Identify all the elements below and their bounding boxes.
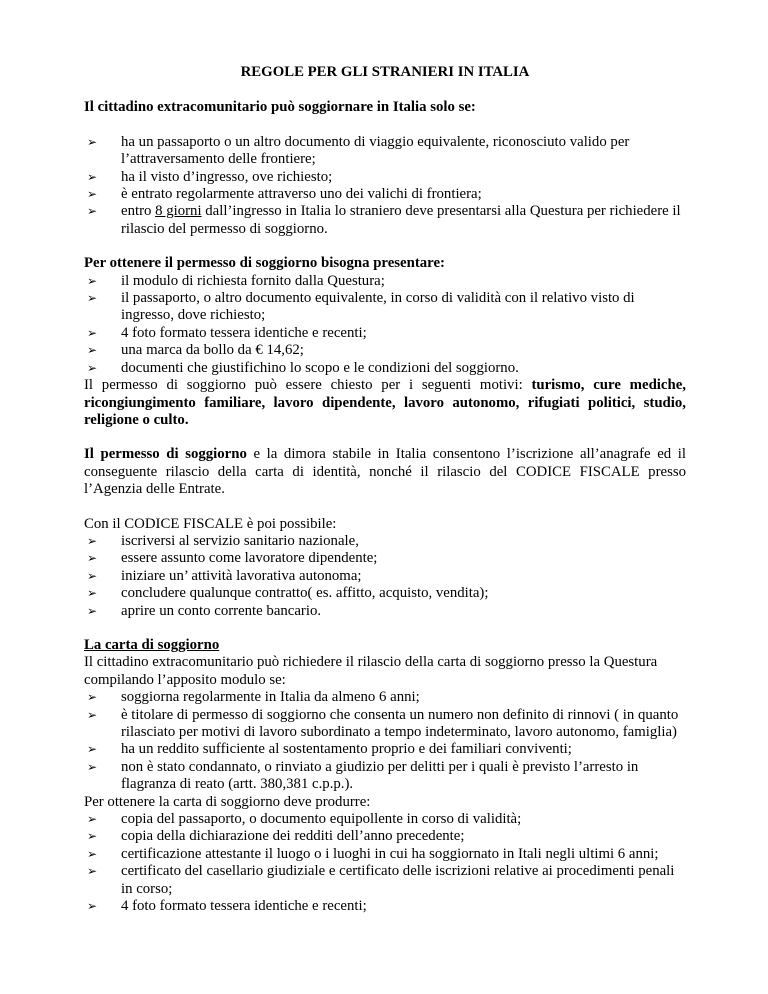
list-item: ➢ certificato del casellario giudiziale e certificato delle iscrizioni relative ai procedimenti penali in corso;	[87, 863, 675, 897]
section-identity	[84, 446, 686, 498]
arrow-right-icon: ➢	[87, 742, 98, 757]
arrow-right-icon: ➢	[87, 846, 98, 861]
list-item: ➢ il passaporto, o altro documento equivalente, in corso di validità con il relativo visto di ingresso, dove richiesto;	[87, 290, 635, 324]
arrow-right-icon: ➢	[87, 204, 98, 219]
arrow-right-icon: ➢	[87, 343, 98, 358]
document-page	[84, 64, 686, 915]
arrow-right-icon: ➢	[87, 551, 98, 566]
residence-card-intro-2: Per ottenere la carta di soggiorno deve produrre:	[84, 793, 371, 810]
permit-documents-list	[84, 273, 686, 377]
list-item: ➢ iscriversi al servizio sanitario nazionale,	[87, 532, 359, 549]
arrow-right-icon: ➢	[87, 568, 98, 583]
identity-paragraph: Il permesso di soggiorno e la dimora stabile in Italia consentono l’iscrizione all’anagrafe ed il conseguente rilascio della carta di identità, nonché il rilascio del CODICE FISCALE presso l’Agenzia delle Entrate.	[84, 446, 686, 498]
arrow-right-icon: ➢	[87, 759, 98, 774]
section-permit	[84, 255, 686, 429]
bold-lead: Il permesso di soggiorno	[84, 446, 247, 463]
list-item: ➢ ha il visto d’ingresso, ove richiesto;	[87, 168, 333, 185]
list-item: ➢ iniziare un’ attività lavorativa autonoma;	[87, 567, 362, 584]
list-item: ➢ essere assunto come lavoratore dipendente;	[87, 550, 378, 567]
list-item: ➢ è entrato regolarmente attraverso uno dei valichi di frontiera;	[87, 186, 482, 203]
section-heading: Per ottenere il permesso di soggiorno bisogna presentare:	[84, 255, 445, 272]
arrow-right-icon: ➢	[87, 690, 98, 705]
section-heading: La carta di soggiorno	[84, 636, 220, 653]
section-fiscal-code	[84, 516, 686, 620]
list-item: ➢ 4 foto formato tessera identiche e recenti;	[87, 324, 367, 341]
arrow-right-icon: ➢	[87, 899, 98, 914]
document-title: REGOLE PER GLI STRANIERI IN ITALIA	[240, 64, 530, 80]
arrow-right-icon: ➢	[87, 707, 98, 722]
residence-card-conditions-list	[84, 689, 686, 793]
arrow-right-icon: ➢	[87, 325, 98, 340]
list-item: ➢ è titolare di permesso di soggiorno che consenta un numero non definito di rinnovi ( in quanto rilasciato per motivi di lavoro subordinato a tempo indeterminato, lavoro autonomo, famiglia)	[87, 706, 679, 740]
list-item: ➢ copia della dichiarazione dei redditi dell’anno precedente;	[87, 828, 465, 845]
arrow-right-icon: ➢	[87, 169, 98, 184]
arrow-right-icon: ➢	[87, 829, 98, 844]
arrow-right-icon: ➢	[87, 864, 98, 879]
list-item: ➢ non è stato condannato, o rinviato a giudizio per delitti per i quali è previsto l’arresto in flagranza di reato (artt. 380,381 c.p.p.).	[87, 758, 639, 793]
arrow-right-icon: ➢	[87, 187, 98, 202]
list-item: ➢ concludere qualunque contratto( es. affitto, acquisto, vendita);	[87, 585, 489, 602]
list-item: ➢ 4 foto formato tessera identiche e recenti;	[87, 898, 367, 915]
list-item: ➢ entro 8 giorni dall’ingresso in Italia lo straniero deve presentarsi alla Questura per richiedere il rilascio del permesso di soggiorno.	[87, 203, 681, 237]
fiscal-code-list	[84, 533, 686, 620]
arrow-right-icon: ➢	[87, 586, 98, 601]
arrow-right-icon: ➢	[87, 273, 98, 288]
underlined-deadline: 8 giorni	[155, 203, 202, 220]
arrow-right-icon: ➢	[87, 360, 98, 375]
list-item: ➢ una marca da bollo da € 14,62;	[87, 342, 304, 359]
list-item: ➢ aprire un conto corrente bancario.	[87, 602, 322, 619]
list-item: ➢ copia del passaporto, o documento equipollente in corso di validità;	[87, 811, 522, 828]
arrow-right-icon: ➢	[87, 533, 98, 548]
permit-motives-paragraph: Il permesso di soggiorno può essere chiesto per i seguenti motivi: turismo, cure mediche, ricongiungimento familiare, lavoro dipendente, lavoro autonomo, rifugiati politici, studio, religione o culto.	[84, 377, 686, 428]
requirements-list	[84, 134, 686, 238]
section-residence-card	[84, 637, 686, 916]
arrow-right-icon: ➢	[87, 134, 98, 149]
fiscal-code-intro: Con il CODICE FISCALE è poi possibile:	[84, 515, 337, 532]
list-item: ➢ documenti che giustifichino lo scopo e le condizioni del soggiorno.	[87, 359, 519, 376]
list-item: ➢ il modulo di richiesta fornito dalla Questura;	[87, 272, 385, 289]
list-item: ➢ soggiorna regolarmente in Italia da almeno 6 anni;	[87, 689, 420, 706]
arrow-right-icon: ➢	[87, 291, 98, 306]
arrow-right-icon: ➢	[87, 812, 98, 827]
section-heading: Il cittadino extracomunitario può soggiornare in Italia solo se:	[84, 99, 476, 116]
list-item: ➢ ha un reddito sufficiente al sostentamento proprio e dei familiari conviventi;	[87, 741, 572, 758]
list-item: ➢ certificazione attestante il luogo o i luoghi in cui ha soggiornato in Itali negli ultimi 6 anni;	[87, 845, 659, 862]
arrow-right-icon: ➢	[87, 603, 98, 618]
list-item: ➢ ha un passaporto o un altro documento di viaggio equivalente, riconosciuto valido per l’attraversamento delle frontiere;	[87, 133, 630, 168]
section-requirements	[84, 99, 686, 238]
permit-motives-bold: turismo, cure mediche, ricongiungimento familiare, lavoro dipendente, lavoro autonomo, rifugiati politici, studio, religione o culto.	[84, 377, 686, 428]
residence-card-intro: Il cittadino extracomunitario può richiedere il rilascio della carta di soggiorno presso la Questura compilando l’apposito modulo se:	[84, 654, 658, 688]
residence-card-documents-list	[84, 811, 686, 915]
